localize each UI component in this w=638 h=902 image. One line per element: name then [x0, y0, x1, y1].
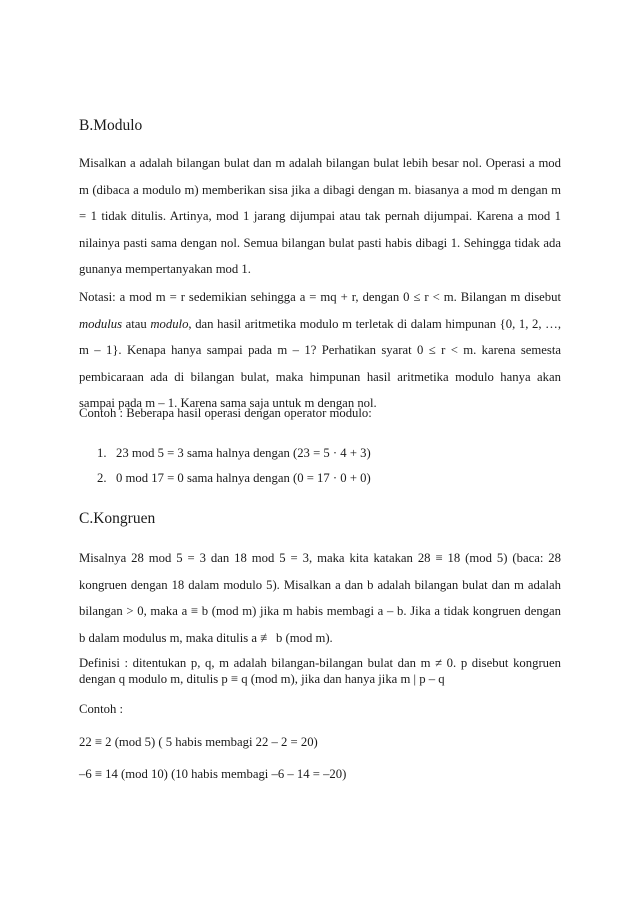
- text-fragment: , dan hasil aritmetika modulo m terletak di dalam himpunan {0, 1, 2, …,: [188, 316, 561, 331]
- heading-kongruen: C.Kongruen: [79, 510, 156, 527]
- text-line: kongruen dengan 18 dalam modulo 5). Misalkan a dan b adalah bilangan bulat dan m adalah: [79, 577, 561, 592]
- text-line: nilainya pasti sama dengan nol. Semua bilangan bulat pasti habis dibagi 1. Sehingga tidak ada: [79, 235, 561, 250]
- congruence-example-2: –6 ≡ 14 (mod 10) (10 habis membagi –6 – 14 = –20): [79, 767, 347, 781]
- congruence-example-1: 22 ≡ 2 (mod 5) ( 5 habis membagi 22 – 2 = 20): [79, 735, 318, 749]
- list-text: 23 mod 5 = 3 sama halnya dengan (23 = 5 · 4 + 3): [116, 446, 371, 460]
- text-line: b dalam modulus m, maka ditulis a ≢ b (mod m).: [79, 630, 333, 645]
- term-modulo: modulo: [150, 316, 189, 331]
- paragraph-notation: [79, 284, 561, 417]
- list-number: 2.: [97, 471, 107, 485]
- list-item: [97, 471, 371, 486]
- text-fragment: atau: [122, 316, 151, 331]
- list-item: [97, 446, 371, 461]
- term-modulus: modulus: [79, 316, 122, 331]
- text-line: Definisi : ditentukan p, q, m adalah bilangan-bilangan bulat dan m ≠ 0. p disebut kongruen: [79, 656, 561, 670]
- text-line: Notasi: a mod m = r sedemikian sehingga a = mq + r, dengan 0 ≤ r < m. Bilangan m disebut: [79, 290, 561, 304]
- text-line: bilangan > 0, maka a ≡ b (mod m) jika m habis membagi a – b. Jika a tidak kongruen dengan: [79, 604, 561, 618]
- text-line: pembicaraan ada di bilangan bulat, maka himpunan hasil aritmetika modulo hanya akan: [79, 369, 561, 384]
- text-line: m – 1}. Kenapa hanya sampai pada m – 1? Perhatikan syarat 0 ≤ r < m. karena semesta: [79, 343, 561, 357]
- example-label: Contoh :: [79, 702, 124, 716]
- text-line: = 1 tidak ditulis. Artinya, mod 1 jarang dijumpai atau tak pernah dijumpai. Karena a mod 1: [79, 209, 561, 223]
- paragraph-modulo-definition: [79, 150, 561, 283]
- paragraph-congruence: [79, 545, 561, 651]
- text-line: [79, 311, 561, 338]
- paragraph-definition: [79, 655, 561, 687]
- list-number: 1.: [97, 446, 107, 460]
- text-line: gunanya mempertanyakan mod 1.: [79, 262, 251, 276]
- text-line: m (dibaca a modulo m) memberikan sisa jika a dibagi dengan m. biasanya a mod m dengan m: [79, 182, 561, 197]
- text-line: Misalnya 28 mod 5 = 3 dan 18 mod 5 = 3, maka kita katakan 28 ≡ 18 (mod 5) (baca: 28: [79, 551, 561, 565]
- text-line: dengan q modulo m, ditulis p ≡ q (mod m), jika dan hanya jika m | p – q: [79, 672, 445, 686]
- heading-modulo: B.Modulo: [79, 117, 143, 134]
- text-line: sampai pada m – 1. Karena sama saja untuk m dengan nol.: [79, 396, 377, 410]
- list-text: 0 mod 17 = 0 sama halnya dengan (0 = 17 · 0 + 0): [116, 471, 371, 485]
- example-intro: Contoh : Beberapa hasil operasi dengan operator modulo:: [79, 406, 372, 420]
- text-line: Misalkan a adalah bilangan bulat dan m adalah bilangan bulat lebih besar nol. Operasi a mod: [79, 156, 561, 170]
